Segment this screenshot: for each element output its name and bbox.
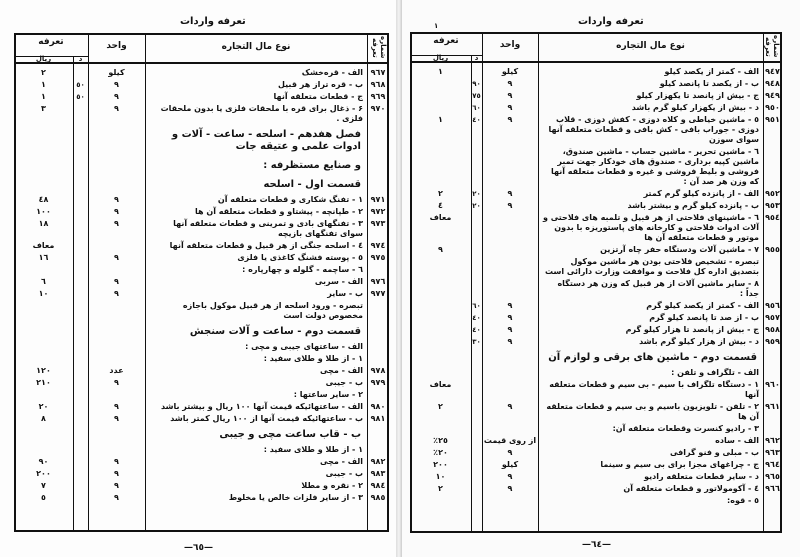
tariff-dinar: ٦٠ [472,104,481,112]
tariff-rial: ١٨ [38,219,49,228]
page-number: —٦٤— [582,540,611,550]
goods-description: ب - مبلی و فنو گرافی [669,448,759,457]
unit: کیلو [501,67,519,76]
tariff-number: ٩٦٦ [765,484,780,493]
tariff-dinar: ٥٠ [76,93,85,101]
column-divider [145,33,146,532]
unit: ٩ [507,313,513,322]
header-goods-type: نوع مال التجاره [221,42,291,52]
goods-description: ٣ - رادیو کنسرت وقطعات متعلقه آن: [612,424,759,433]
tariff-number: ٩٧٧ [370,289,386,298]
tariff-number: ٩٨٥ [370,493,386,502]
goods-description: الف - از پانزده کیلو گرم کمتر [643,189,759,198]
goods-description: ٢ - تلفن - تلویزیون باسیم و بی سیم و قطعات متعلقه آن ها [546,402,759,421]
tariff-rial: ٩٠ [38,457,49,466]
goods-description: الف - کمتر از یکصد کیلو [664,67,759,76]
unit: ٩ [507,91,513,100]
right-page [400,0,800,557]
tariff-rial: ١٠ [435,472,446,481]
tariff-rial: ١ [438,115,443,124]
goods-description: ٥ - ماشین خیاطی و کلاه دوزی - کفش دوزی - قلاب دوزی - جوراب بافی - کش بافی و قطعات متعلقه آنها سوای سوزن [548,115,759,144]
unit: از روی قیمت [483,436,537,445]
tariff-number: ٩٨١ [370,414,386,423]
goods-description: ج - چراغهای مجزا برای بی سیم و سینما [600,460,759,469]
unit: ٩ [114,481,119,490]
tariff-number: ٩٦١ [765,402,780,411]
goods-description: د - سایر قطعات متعلقه رادیو [644,472,759,481]
tariff-number: ٩٥٨ [765,325,780,334]
goods-description: ب - جیبی [325,378,363,387]
header-divider [410,61,782,63]
goods-description: ٣ - تفنگهای بادی و تمرینی و قطعات متعلقه آنها سوای تفنگهای بازیچه [173,219,363,238]
goods-description: ٢ - نقره و مطلا [301,481,363,490]
header-dinar: د [474,54,479,62]
tariff-rial: ٧ [41,481,46,490]
tariff-number: ٩٧٠ [370,104,386,113]
unit: ٩ [507,472,513,481]
section-heading: فصل هفدهم - اسلحه - ساعت - آلات و ادوات علمی و عتیقه جات [171,129,361,152]
tariff-number: ٩٥٦ [765,301,780,310]
goods-description: ١ - از طلا و طلای سفید : [263,445,363,454]
tariff-dinar: ٣٠ [472,338,481,346]
header-divider [14,62,389,64]
book-spine [396,0,402,557]
tariff-number: ٩٨٣ [370,469,386,478]
tariff-number: ٩٧٦ [370,277,386,286]
goods-description: الف - سربی [314,277,363,286]
unit: ٩ [507,103,513,112]
goods-description: الف - تلگراف و تلفن : [671,368,759,377]
goods-description: الف - مچی [320,366,363,375]
unit: ٩ [507,337,513,346]
tariff-rial: ١ [41,80,46,89]
tariff-rial: ٢ [438,189,443,198]
unit: ٩ [114,469,119,478]
goods-description: ٣ - از سایر فلزات خالص یا مخلوط [228,493,363,502]
tariff-number: ٩٥٤ [765,213,780,222]
tariff-number: ٩٥٩ [765,337,780,346]
tariff-rial: ٩ [438,245,443,254]
goods-description: ١ - تفنگ شکاری و قطعات متعلقه آن [217,195,363,204]
tariff-rial: معاف [429,380,452,389]
tariff-rial: ١ [438,67,443,76]
tariff-number: ٩٦٢ [765,436,780,445]
unit: ٩ [507,115,513,124]
tariff-rial: ٢٠٪ [433,448,448,457]
tariff-number: ٩٤٧ [765,67,780,76]
unit: ٩ [507,402,513,411]
goods-description: ب - پانزده کیلو گرم و بیشتر باشد [627,201,759,210]
goods-description: ٤ - اسلحه جنگی از هر قبیل و قطعات متعلقه آنها [169,241,363,250]
column-divider [538,32,539,533]
goods-description: ب - سایر [327,289,363,298]
tariff-number: ٩٧١ [370,195,386,204]
tariff-rial: ١٢٠ [36,366,51,375]
goods-description: ٢ - سایر ساعتها : [293,390,363,399]
tariff-dinar: ٢٠ [472,202,481,210]
header-tariff-number: شماره تعرفه [371,36,387,59]
tariff-number: ٩٦٩ [370,92,386,101]
goods-description: ١ - از طلا و طلای سفید : [263,354,363,363]
goods-description: ج - بیش از پانصد تا هزار کیلو گرم [625,325,759,334]
tariff-rial: ١ [41,92,46,101]
unit: ٩ [114,80,119,89]
tariff-number: ٩٦٨ [370,80,386,89]
tariff-number: ٩٦٠ [765,380,780,389]
header-unit: واحد [106,41,127,51]
column-divider [471,56,472,533]
goods-description: ب - ساعتهائیکه قیمت آنها از ١٠٠ ریال کمتر باشد [170,414,363,423]
tariff-number: ٩٦٤ [765,460,780,469]
tariff-rial: ١٠٠ [36,207,51,216]
tariff-rial: ٢ [438,402,443,411]
goods-description: ٦ - ساچمه - گلوله و چهارپاره : [242,265,363,274]
goods-description: ج - بیش از پانصد تا یکهزار کیلو [636,91,759,100]
tariff-rial: ٥ [41,493,46,502]
tariff-rial: ٦ [41,277,46,286]
header-dinar: د [78,55,83,63]
unit: کیلو [501,460,519,469]
tariff-rial: ٢١٠ [36,378,51,387]
unit: ٩ [114,289,119,298]
header-unit: واحد [499,40,521,50]
tariff-dinar: ٤٠ [472,116,481,124]
unit: ٩ [507,301,513,310]
header-rial: ریال [432,54,449,62]
goods-description: ٦ - ماشینهای فلاحتی از هر قبیل و تلمبه های فلاحتی و آلات ادوات فلاحتی و کارخانه های پاستوریزه با بدون موتور و قطعات متعلقه آن ها [542,213,759,242]
unit: ٩ [114,195,119,204]
unit: ٩ [507,189,513,198]
unit: ٩ [507,325,513,334]
goods-description: ۶ - ذغال برای قره با ملحقات فلزی یا بدون ملحقات فلزی . [160,104,363,123]
tariff-rial: ٤ [438,201,443,210]
tariff-number: ٩٥٥ [765,245,780,254]
goods-description: ب - از یکصد تا پانصد کیلو [659,79,759,88]
tariff-number: ٩٨٠ [370,402,386,411]
page-number: —٦٥— [184,543,213,553]
tariff-number: ٩٧٤ [370,241,386,250]
unit: ٩ [114,402,119,411]
tariff-rial: ٣ [41,104,46,113]
header-goods-type: نوع مال التجاره [616,41,685,51]
tariff-rial: ١٦ [38,253,49,262]
goods-description: ب - جیبی [325,469,363,478]
header-rial: ریال [35,55,52,63]
goods-description: تبصره - تشخیص فلاحتی بودن هر ماشین موکول بتصدیق اداره کل فلاحت و موافقت وزارت دارائی است [544,257,759,276]
section-heading: ب - قاب ساعت مچی و جیبی [219,429,361,440]
goods-description: الف - ساعتهای جیبی و مچی : [245,342,363,351]
tariff-dinar: ٤٠ [472,326,481,334]
tariff-number: ٩٧٣ [370,219,386,228]
goods-description: ب - قره تراز هر قبیل [278,80,363,89]
unit: ٩ [114,253,119,262]
section-heading: و صنایع مستظرفه : [263,160,361,171]
tariff-rial: ٢ [41,68,46,77]
section-heading: قسمت دوم - ساعت و آلات سنجش [189,326,361,337]
unit: ٩ [507,201,513,210]
header-tariff: تعرفه [38,37,64,47]
tariff-rial: ٢٠٠ [36,469,51,478]
goods-description: الف - مچی [320,457,363,466]
goods-description: ١ - دستگاه تلگراف با سیم - بی سیم و قطعات متعلقه آنها [549,380,759,399]
unit: ٩ [507,79,513,88]
unit: ٩ [507,448,513,457]
corner-mark: ١ [434,22,439,30]
tariff-rial: ٢ [438,484,443,493]
goods-description: ٤ - آکومولاتور و قطعات متعلقه آن [623,484,759,493]
section-heading: قسمت دوم - ماشین های برقی و لوازم آن [548,352,757,363]
tariff-rial: معاف [32,241,55,250]
tariff-number: ٩٤٨ [765,79,780,88]
page-title: تعرفه واردات [578,16,644,27]
tariff-dinar: ٥٠ [76,81,85,89]
unit: ٩ [114,414,119,423]
tariff-dinar: ٦٠ [472,302,481,310]
goods-description: الف - کمتر از یکصد کیلو گرم [646,301,759,310]
goods-description: ب - از صد تا پانصد کیلو گرم [649,313,759,322]
tariff-number: ٩٥٢ [765,189,780,198]
tariff-number: ٩٧٨ [370,366,386,375]
tariff-dinar: ٢٠ [472,190,481,198]
unit: ٩ [114,493,119,502]
tariff-number: ٩٦٣ [765,448,780,457]
tariff-number: ٩٨٤ [370,481,386,490]
unit: ٩ [114,92,119,101]
page-title: تعرفه واردات [180,16,246,27]
unit: ٩ [114,207,119,216]
tariff-rial: ٢٥٪ [433,436,448,445]
unit: ٩ [114,104,119,113]
unit: عدد [109,366,124,375]
goods-description: د - بیش از یکهزار کیلو گرم باشد [631,103,759,112]
tariff-number: ٩٥١ [765,115,780,124]
unit: ٩ [114,378,119,387]
tariff-number: ٩٥٣ [765,201,780,210]
tariff-number: ٩٨٢ [370,457,386,466]
tariff-rial: ١٠ [38,289,49,298]
section-heading: قسمت اول - اسلحه [263,179,361,190]
tariff-number: ٩٧٩ [370,378,386,387]
goods-description: ٦ - ماشین تحریر - ماشین حساب - ماشین صندوق، ماشین کپیه برداری - صندوق های خودکار جهت تمبر فروشی و بلیط فروشی و غیره و قطعات متعلقه آنها که وزن هر صد آن : [550,147,759,186]
goods-description: الف - قره‌خشک [301,68,363,77]
unit: ٩ [507,484,513,493]
goods-description: ٧ - ماشین آلات ودستگاه حفر چاه آرتزین [600,245,759,254]
tariff-number: ٩٦٧ [370,68,386,77]
header-tariff: تعرفه [433,36,459,46]
unit: ٩ [114,219,119,228]
goods-description: ٨ - سایر ماشین آلات از هر قبیل که وزن هر دستگاه جداً : [557,279,759,298]
tariff-dinar: ٩٠ [472,80,481,88]
unit: ٩ [114,277,119,286]
tariff-rial: ٢٠٠ [433,460,448,469]
goods-description: ٥ - قوه: [727,496,759,505]
header-tariff-number: شماره تعرفه [764,35,780,58]
tariff-rial: معاف [429,213,452,222]
column-divider [73,57,74,532]
tariff-dinar: ٧٥ [472,92,481,100]
goods-description: الف - ساعتهائیکه قیمت آنها ١٠٠ ریال و بیشتر باشد [160,402,363,411]
unit: ٩ [114,457,119,466]
goods-description: الف - ساده [715,436,759,445]
goods-description: تبصره - ورود اسلحه از هر قبیل موکول باجازه مخصوص دولت است [182,301,363,320]
unit: کیلو [108,68,125,77]
tariff-rial: ٤٨ [38,195,49,204]
tariff-number: ٩٦٥ [765,472,780,481]
goods-description: ج - قطعات متعلقه آنها [273,92,363,101]
tariff-number: ٩٥٠ [765,103,780,112]
tariff-dinar: ٤٠ [472,314,481,322]
tariff-number: ٩٥٧ [765,313,780,322]
tariff-rial: ٢٠ [38,402,49,411]
goods-description: ٥ - پوسته فشنگ کاغذی یا فلزی [237,253,363,262]
tariff-rial: ٨ [41,414,46,423]
tariff-number: ٩٤٩ [765,91,780,100]
goods-description: د - بیش از هزار کیلو گرم باشد [639,337,759,346]
goods-description: ٢ - طپانچه - پیشتاو و قطعات متعلقه آن ها [195,207,363,216]
tariff-number: ٩٧٢ [370,207,386,216]
tariff-number: ٩٧٥ [370,253,386,262]
